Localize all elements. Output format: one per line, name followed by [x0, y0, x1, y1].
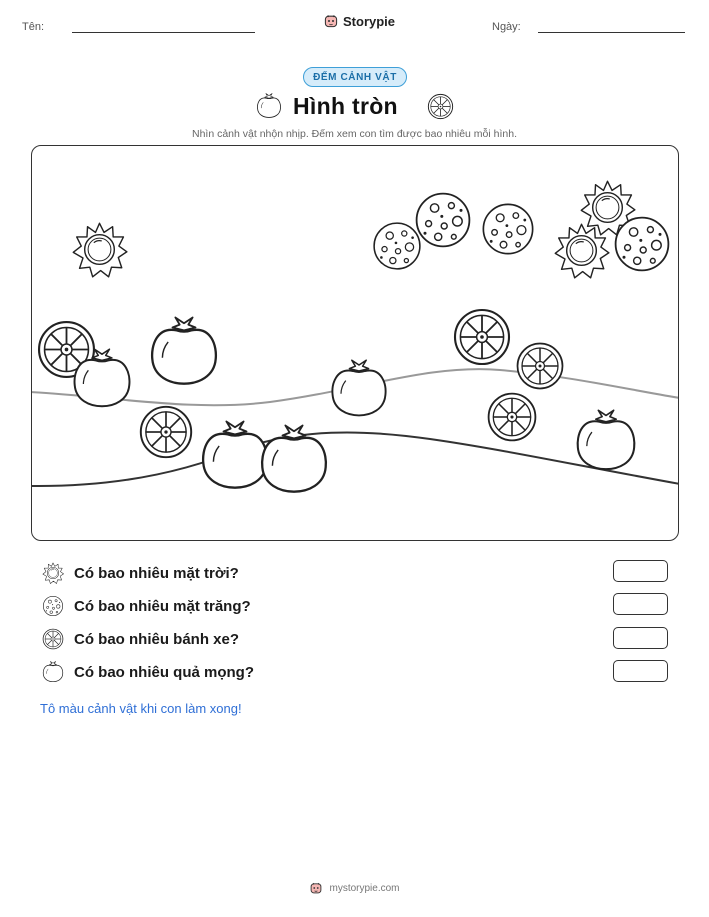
sun-icon	[74, 224, 128, 278]
answer-box-wheels[interactable]	[613, 627, 668, 649]
answer-box-berries[interactable]	[613, 660, 668, 682]
moon-icon	[417, 194, 470, 247]
question-text: Có bao nhiêu bánh xe?	[74, 630, 240, 648]
question-row-wheels	[42, 628, 239, 650]
instructions: Nhìn cảnh vật nhộn nhịp. Đếm xem con tìm được bao nhiêu mỗi hình.	[191, 128, 517, 140]
question-row-berries	[42, 661, 254, 683]
coloring-note: Tô màu cảnh vật khi con làm xong!	[40, 701, 242, 716]
name-line[interactable]	[72, 32, 255, 33]
sun-icon	[42, 562, 64, 584]
wheel-icon	[141, 407, 191, 457]
wheel-icon	[427, 93, 454, 120]
tomato-icon	[42, 661, 64, 683]
answer-box-moons[interactable]	[613, 593, 668, 615]
moon-icon	[375, 224, 421, 270]
storypie-logo-icon	[323, 13, 339, 29]
tomato-icon	[153, 318, 217, 384]
question-text: Có bao nhiêu mặt trời?	[74, 564, 239, 582]
tomato-icon	[204, 422, 268, 488]
page-title: Hình tròn	[293, 93, 398, 119]
date-line[interactable]	[538, 32, 685, 33]
question-text: Có bao nhiêu mặt trăng?	[74, 597, 251, 615]
tomato-icon	[256, 93, 282, 119]
question-row-suns	[42, 562, 239, 584]
tomato-icon	[333, 361, 386, 416]
wheel-icon	[455, 310, 509, 364]
name-label: Tên:	[22, 21, 45, 33]
brand-logo	[323, 13, 395, 29]
wheel-icon	[489, 394, 536, 441]
scene-panel	[31, 145, 679, 541]
footer	[0, 881, 709, 895]
tomato-icon	[578, 411, 635, 470]
activity-badge: ĐẾM CẢNH VẬT	[303, 67, 407, 87]
scene-drawing	[31, 145, 678, 540]
tomato-icon	[263, 426, 327, 492]
footer-url[interactable]: mystorypie.com	[329, 882, 400, 894]
wheel-icon	[42, 628, 64, 650]
brand-name: Storypie	[343, 13, 396, 29]
question-text: Có bao nhiêu quả mọng?	[74, 663, 254, 681]
moon-icon	[616, 218, 669, 271]
answer-box-suns[interactable]	[613, 560, 668, 582]
date-label: Ngày:	[492, 21, 521, 33]
question-row-moons	[42, 595, 251, 617]
storypie-logo-icon	[309, 881, 323, 895]
moon-icon	[42, 595, 64, 617]
wheel-icon	[518, 344, 563, 389]
moon-icon	[484, 205, 533, 254]
